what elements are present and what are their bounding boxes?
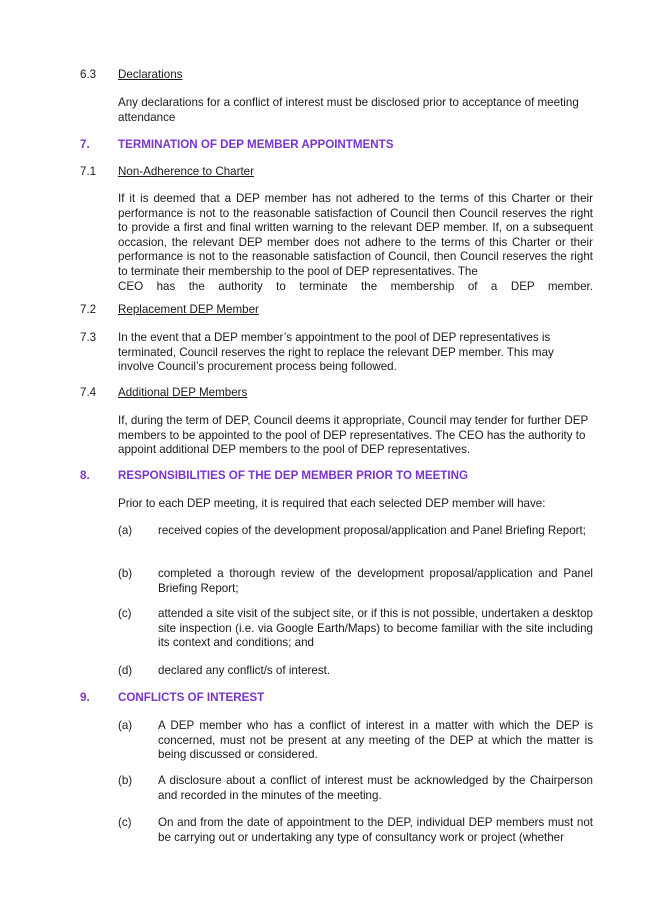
section-8-intro: Prior to each DEP meeting, it is required that each selected DEP member will have:: [118, 497, 546, 510]
section-7-4-number: 7.4: [80, 386, 97, 399]
section-6-3-text: Any declarations for a conflict of interest must be disclosed prior to acceptance of meeting attendance: [118, 96, 579, 124]
section-8-item-d-text: declared any conflict/s of interest.: [158, 664, 331, 677]
section-8-item-d-label: (d): [118, 664, 133, 677]
section-8-item-a-text: received copies of the development proposal/application and Panel Briefing Report;: [158, 524, 586, 537]
section-7-3-text: In the event that a DEP member’s appointment to the pool of DEP representatives is terminated, Council reserves the right to replace the relevant DEP member. This may involve Council’s procurement process being followed.: [118, 331, 554, 374]
section-8-heading: RESPONSIBILITIES OF THE DEP MEMBER PRIOR TO MEETING: [118, 469, 468, 482]
section-7-1-number: 7.1: [80, 165, 97, 178]
section-9-item-c-label: (c): [118, 816, 132, 829]
section-7-number: 7.: [80, 138, 90, 151]
section-8-item-b-text: completed a thorough review of the development proposal/application and Panel Briefing Report;: [158, 567, 593, 595]
section-9-heading: CONFLICTS OF INTEREST: [118, 691, 265, 704]
section-7-3-number: 7.3: [80, 331, 97, 344]
section-7-4-text: If, during the term of DEP, Council deems it appropriate, Council may tender for further DEP members to be appointed to the pool of DEP representatives. The CEO has the authority to appoint additional DEP members to the pool of DEP representatives.: [118, 414, 588, 457]
section-7-2-title: Replacement DEP Member: [118, 303, 259, 316]
section-8-item-c-text: attended a site visit of the subject site, or if this is not possible, undertaken a desktop site inspection (i.e. via Google Earth/Maps) to become familiar with the site including its context and conditions; and: [158, 607, 593, 650]
section-6-3-number: 6.3: [80, 68, 97, 81]
section-7-1-text-last: CEO has the authority to terminate the membership of a DEP member.: [118, 279, 593, 293]
section-7-1-text-main: If it is deemed that a DEP member has not adhered to the terms of this Charter or their performance is not to the reasonable satisfaction of Council then Council reserves the right to provide a first and final written warning to the relevant DEP member. If, on a subsequent occasion, the relevant DEP member does not adhere to the terms of this Charter or their performance is not to the reasonable satisfaction of Council, then Council reserves the right to terminate their membership to the pool of DEP representatives. The: [118, 192, 593, 278]
section-8-item-a-label: (a): [118, 524, 133, 537]
section-7-2-number: 7.2: [80, 303, 97, 316]
section-8-number: 8.: [80, 469, 90, 482]
section-9-item-a-label: (a): [118, 719, 133, 732]
section-6-3-title: Declarations: [118, 68, 183, 81]
section-8-item-b-label: (b): [118, 567, 133, 580]
section-8-item-c-label: (c): [118, 607, 132, 620]
section-9-item-a-text: A DEP member who has a conflict of interest in a matter with which the DEP is concerned, must not be present at any meeting of the DEP at which the matter is being discussed or considered.: [158, 719, 593, 762]
section-7-1-title: Non-Adherence to Charter: [118, 165, 254, 178]
section-7-heading: TERMINATION OF DEP MEMBER APPOINTMENTS: [118, 138, 394, 151]
section-9-item-c-text: On and from the date of appointment to the DEP, individual DEP members must not be carrying out or undertaking any type of consultancy work or project (whether: [158, 816, 593, 844]
section-7-4-title: Additional DEP Members: [118, 386, 248, 399]
section-9-item-b-label: (b): [118, 774, 133, 787]
section-9-number: 9.: [80, 691, 90, 704]
section-7-1-text: [118, 192, 593, 294]
section-9-item-b-text: A disclosure about a conflict of interest must be acknowledged by the Chairperson and recorded in the minutes of the meeting.: [158, 774, 593, 802]
